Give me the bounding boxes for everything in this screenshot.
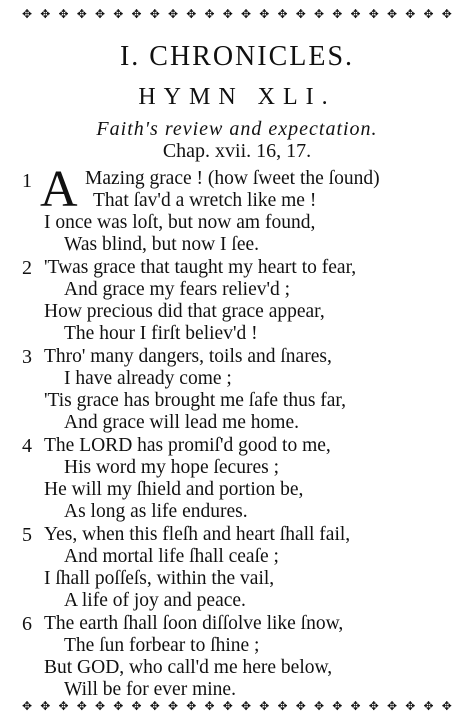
- ornament-glyph-icon: ✥: [149, 7, 160, 21]
- ornament-glyph-icon: ✥: [441, 699, 452, 713]
- verse-line: The hour I firſt believ'd !: [64, 323, 258, 344]
- verse-line: Yes, when this fleſh and heart ſhall fail,: [44, 524, 351, 545]
- ornament-glyph-icon: ✥: [405, 699, 416, 713]
- ornament-glyph-icon: ✥: [295, 699, 306, 713]
- ornament-glyph-icon: ✥: [131, 7, 142, 21]
- ornament-glyph-icon: ✥: [76, 699, 87, 713]
- bottom-ornament-border: [22, 698, 452, 714]
- ornament-glyph-icon: ✥: [76, 7, 87, 21]
- ornament-glyph-icon: ✥: [40, 699, 51, 713]
- ornament-glyph-icon: ✥: [259, 699, 270, 713]
- hymn-number: HYMN XLI.: [138, 84, 336, 110]
- ornament-glyph-icon: ✥: [22, 7, 33, 21]
- verse-line: 'Tis grace has brought me ſafe thus far,: [44, 390, 347, 411]
- verse-line: Will be for ever mine.: [64, 679, 236, 700]
- ornament-glyph-icon: ✥: [168, 7, 179, 21]
- ornament-glyph-icon: ✥: [222, 7, 233, 21]
- verse-number: 5: [22, 524, 32, 546]
- book-title: I. CHRONICLES.: [119, 41, 355, 72]
- verse-line: The LORD has promiſ'd good to me,: [44, 435, 331, 456]
- drop-cap: A: [40, 161, 78, 218]
- verse-line: But GOD, who call'd me here below,: [44, 657, 333, 678]
- ornament-glyph-icon: ✥: [186, 7, 197, 21]
- verse-line: He will my ſhield and portion be,: [44, 479, 304, 500]
- ornament-glyph-icon: ✥: [423, 699, 434, 713]
- ornament-glyph-icon: ✥: [387, 7, 398, 21]
- ornament-glyph-icon: ✥: [295, 7, 306, 21]
- ornament-glyph-icon: ✥: [58, 699, 69, 713]
- ornament-glyph-icon: ✥: [405, 7, 416, 21]
- verse-line: Thro' many dangers, toils and ſnares,: [44, 346, 332, 367]
- verse-number: 6: [22, 613, 32, 635]
- verse-line: I once was loſt, but now am found,: [44, 212, 316, 233]
- verse-line: And mortal life ſhall ceaſe ;: [64, 546, 279, 567]
- ornament-glyph-icon: ✥: [314, 7, 325, 21]
- verse-number: 2: [22, 257, 32, 279]
- verse-line: As long as life endures.: [64, 501, 248, 522]
- ornament-glyph-icon: ✥: [95, 699, 106, 713]
- verse-line: And grace my fears reliev'd ;: [64, 279, 291, 300]
- ornament-glyph-icon: ✥: [95, 7, 106, 21]
- ornament-glyph-icon: ✥: [350, 699, 361, 713]
- verse-line: I ſhall poſſeſs, within the vail,: [44, 568, 275, 589]
- ornament-glyph-icon: ✥: [58, 7, 69, 21]
- ornament-glyph-icon: ✥: [168, 699, 179, 713]
- verse-line: The ſun forbear to ſhine ;: [64, 635, 260, 656]
- ornament-glyph-icon: ✥: [441, 7, 452, 21]
- ornament-glyph-icon: ✥: [149, 699, 160, 713]
- ornament-glyph-icon: ✥: [368, 7, 379, 21]
- verse-line: How precious did that grace appear,: [44, 301, 325, 322]
- verse-line: Mazing grace ! (how ſweet the ſound): [85, 168, 380, 189]
- verse-number: 3: [22, 346, 32, 368]
- ornament-glyph-icon: ✥: [222, 699, 233, 713]
- verse-line: The earth ſhall ſoon diſſolve like ſnow,: [44, 613, 344, 634]
- verse-line: I have already come ;: [64, 368, 232, 389]
- ornament-glyph-icon: ✥: [241, 7, 252, 21]
- verse-line: 'Twas grace that taught my heart to fear,: [44, 257, 357, 278]
- ornament-glyph-icon: ✥: [387, 699, 398, 713]
- ornament-glyph-icon: ✥: [314, 699, 325, 713]
- ornament-glyph-icon: ✥: [241, 699, 252, 713]
- verse-number: 4: [22, 435, 32, 457]
- verse-number: 1: [22, 170, 32, 192]
- ornament-glyph-icon: ✥: [113, 699, 124, 713]
- ornament-glyph-icon: ✥: [131, 699, 142, 713]
- ornament-glyph-icon: ✥: [332, 7, 343, 21]
- ornament-glyph-icon: ✥: [259, 7, 270, 21]
- verse-line: And grace will lead me home.: [64, 412, 299, 433]
- ornament-glyph-icon: ✥: [350, 7, 361, 21]
- ornament-glyph-icon: ✥: [186, 699, 197, 713]
- ornament-glyph-icon: ✥: [22, 699, 33, 713]
- scripture-reference: Chap. xvii. 16, 17.: [162, 140, 312, 162]
- ornament-glyph-icon: ✥: [113, 7, 124, 21]
- ornament-glyph-icon: ✥: [204, 7, 215, 21]
- verse-line: That ſav'd a wretch like me !: [93, 190, 317, 211]
- verse-line: Was blind, but now I ſee.: [64, 234, 260, 255]
- ornament-glyph-icon: ✥: [277, 699, 288, 713]
- top-ornament-border: [22, 6, 452, 22]
- ornament-glyph-icon: ✥: [40, 7, 51, 21]
- ornament-glyph-icon: ✥: [204, 699, 215, 713]
- verse-line: His word my hope ſecures ;: [64, 457, 279, 478]
- verse-line: A life of joy and peace.: [64, 590, 246, 611]
- ornament-glyph-icon: ✥: [332, 699, 343, 713]
- ornament-glyph-icon: ✥: [277, 7, 288, 21]
- ornament-glyph-icon: ✥: [368, 699, 379, 713]
- hymn-subtitle: Faith's review and expectation.: [96, 118, 378, 140]
- ornament-glyph-icon: ✥: [423, 7, 434, 21]
